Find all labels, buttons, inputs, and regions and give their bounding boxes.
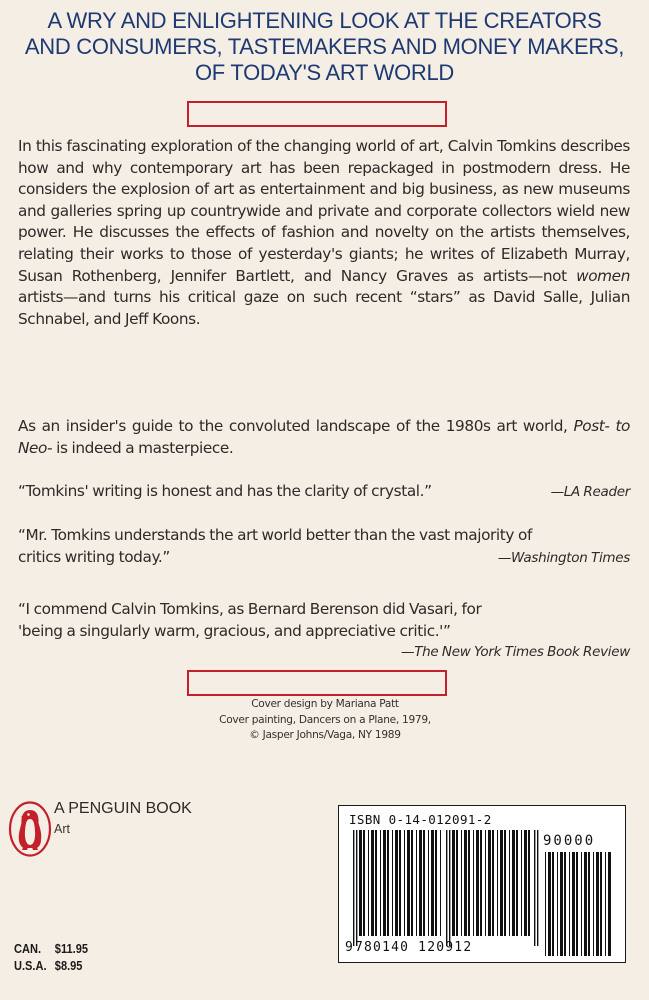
- barcode-bar: [431, 830, 434, 936]
- publisher-name: A PENGUIN BOOK: [54, 800, 192, 817]
- barcode-bar: [375, 830, 377, 936]
- barcode-guard-bar: [449, 830, 450, 946]
- quote-1: [18, 481, 630, 504]
- penguin-logo-icon: [8, 801, 52, 857]
- barcode-bar: [392, 830, 393, 936]
- barcode-bar: [596, 852, 599, 956]
- barcode-bar: [423, 830, 425, 936]
- barcode-bar: [593, 852, 594, 956]
- barcode-bar: [473, 830, 474, 936]
- credit-line: © Jasper Johns/Vaga, NY 1989: [249, 729, 401, 741]
- quote-2: [18, 525, 630, 569]
- barcode-bar: [516, 830, 518, 936]
- barcode-guard-bar: [534, 830, 535, 946]
- barcode-bar: [605, 852, 606, 956]
- quote-text: “I commend Calvin Tomkins, as Bernard Berenson did Vasari, for: [18, 600, 482, 618]
- quote-text: 'being a singularly warm, gracious, and appreciative critic.'”: [18, 621, 451, 640]
- barcode-bar: [416, 830, 417, 936]
- barcode-guard-bar: [446, 830, 447, 946]
- price-row: [14, 957, 88, 974]
- barcode-bar: [488, 830, 491, 936]
- description-text: In this fascinating exploration of the changing world of art, Calvin Tomkins describes how and why contemporary art has been repackaged in postmodern dress. He considers the explosion of art as entertainment and big business, as new museums and galleries spring up countrywide and private and corporate collectors wield new power. He discusses the effects of fashion and novelty on the artists themselves, relating their works to those of yesterday's giants; he writes of Elizabeth Murray, Susan Rothenberg, Jennifer Bartlett, and Nancy Graves as artists—not: [18, 137, 630, 285]
- barcode-bar: [492, 830, 494, 936]
- headline: [0, 8, 649, 86]
- barcode-bar: [584, 852, 587, 956]
- barcode-bar: [545, 852, 546, 956]
- quote-text: “Mr. Tomkins understands the art world better than the vast majority of: [18, 526, 532, 544]
- quote-text: critics writing today.”: [18, 547, 170, 566]
- barcode-bar: [608, 852, 611, 956]
- barcode-guard-bar: [353, 830, 354, 946]
- barcode-bar: [480, 830, 482, 936]
- barcode-bar: [524, 830, 527, 936]
- barcode-bar: [395, 830, 398, 936]
- headline-line-2: AND CONSUMERS, TASTEMAKERS AND MONEY MAKERS,: [24, 34, 625, 59]
- barcode-bar: [461, 830, 462, 936]
- barcode-bar: [428, 830, 429, 936]
- barcode-bar: [500, 830, 503, 936]
- barcode-bar: [419, 830, 422, 936]
- barcode-bar: [528, 830, 530, 936]
- credit-line: Cover design by Mariana Patt: [251, 698, 399, 710]
- barcode-bar: [452, 830, 455, 936]
- credit-line: Cover painting, Dancers on a Plane, 1979,: [219, 713, 431, 726]
- decorative-red-rectangle-top: [187, 101, 447, 127]
- barcode-bar: [440, 830, 441, 936]
- barcode-bar: [368, 830, 369, 936]
- barcode-bar: [371, 830, 374, 936]
- barcode-bar: [359, 830, 362, 936]
- barcode-bar: [521, 830, 522, 936]
- decorative-red-rectangle-bottom: [187, 670, 447, 696]
- barcode-bar: [576, 852, 578, 956]
- barcode-guard-bar: [537, 830, 538, 946]
- barcode-bar: [572, 852, 575, 956]
- barcode-bar: [363, 830, 365, 936]
- quote-text: “Tomkins' writing is honest and has the clarity of crystal.”: [18, 482, 432, 500]
- description-emphasis: women: [576, 266, 630, 285]
- barcode-bar: [383, 830, 386, 936]
- barcode-bar: [464, 830, 467, 936]
- isbn-text: ISBN 0-14-012091-2: [349, 812, 492, 827]
- book-title: Post- to Neo-: [18, 417, 630, 457]
- barcode-guard-bar: [356, 830, 357, 946]
- price-value: $11.95: [54, 941, 88, 956]
- insider-paragraph: [18, 416, 630, 459]
- barcode-bar: [497, 830, 498, 936]
- quote-3: [18, 599, 630, 661]
- barcode-panel: [338, 805, 626, 963]
- barcode-bar: [552, 852, 554, 956]
- barcode-bar: [404, 830, 405, 936]
- barcode-bar: [600, 852, 602, 956]
- barcode-addon-digits: 90000: [543, 833, 596, 849]
- barcode-graphic: [339, 806, 625, 962]
- price-list: [14, 940, 88, 974]
- barcode-bar: [407, 830, 410, 936]
- insider-text-end: is indeed a masterpiece.: [56, 438, 234, 457]
- barcode-bar: [512, 830, 515, 936]
- barcode-bar: [485, 830, 486, 936]
- barcode-bar: [557, 852, 558, 956]
- barcode-bar: [509, 830, 510, 936]
- barcode-first-digit: 9: [345, 940, 353, 955]
- headline-line-1: A WRY AND ENLIGHTENING LOOK AT THE CREATORS: [47, 8, 602, 33]
- headline-line-3: OF TODAY'S ART WORLD: [195, 60, 454, 85]
- subject-category: Art: [54, 822, 70, 836]
- barcode-bar: [569, 852, 570, 956]
- quote-attribution: —LA Reader: [550, 484, 630, 500]
- price-label: CAN.: [14, 941, 42, 956]
- price-value: $8.95: [54, 958, 83, 973]
- barcode-bar: [468, 830, 470, 936]
- barcode-bar: [581, 852, 582, 956]
- barcode-bar: [548, 852, 551, 956]
- barcode-bar: [504, 830, 506, 936]
- description-text-end: artists—and turns his critical gaze on such recent “stars” as David Salle, Julian Schnabel, and Jeff Koons.: [18, 288, 630, 328]
- description-paragraph: [18, 136, 630, 330]
- barcode-bar: [380, 830, 381, 936]
- cover-credits: [190, 697, 460, 744]
- barcode-bar: [476, 830, 479, 936]
- barcode-bar: [560, 852, 563, 956]
- barcode-bar: [564, 852, 566, 956]
- barcode-bar: [456, 830, 458, 936]
- price-label: U.S.A.: [14, 958, 47, 973]
- price-row: [14, 940, 88, 957]
- barcode-bar: [387, 830, 389, 936]
- barcode-bar: [588, 852, 590, 956]
- quote-attribution: —The New York Times Book Review: [401, 644, 630, 661]
- barcode-bar: [411, 830, 413, 936]
- barcode-digits: 780140 120912: [355, 940, 473, 955]
- barcode-bar: [399, 830, 401, 936]
- barcode-bar: [435, 830, 437, 936]
- quote-attribution: —Washington Times: [497, 549, 630, 566]
- insider-text: As an insider's guide to the convoluted landscape of the 1980s art world,: [18, 417, 568, 435]
